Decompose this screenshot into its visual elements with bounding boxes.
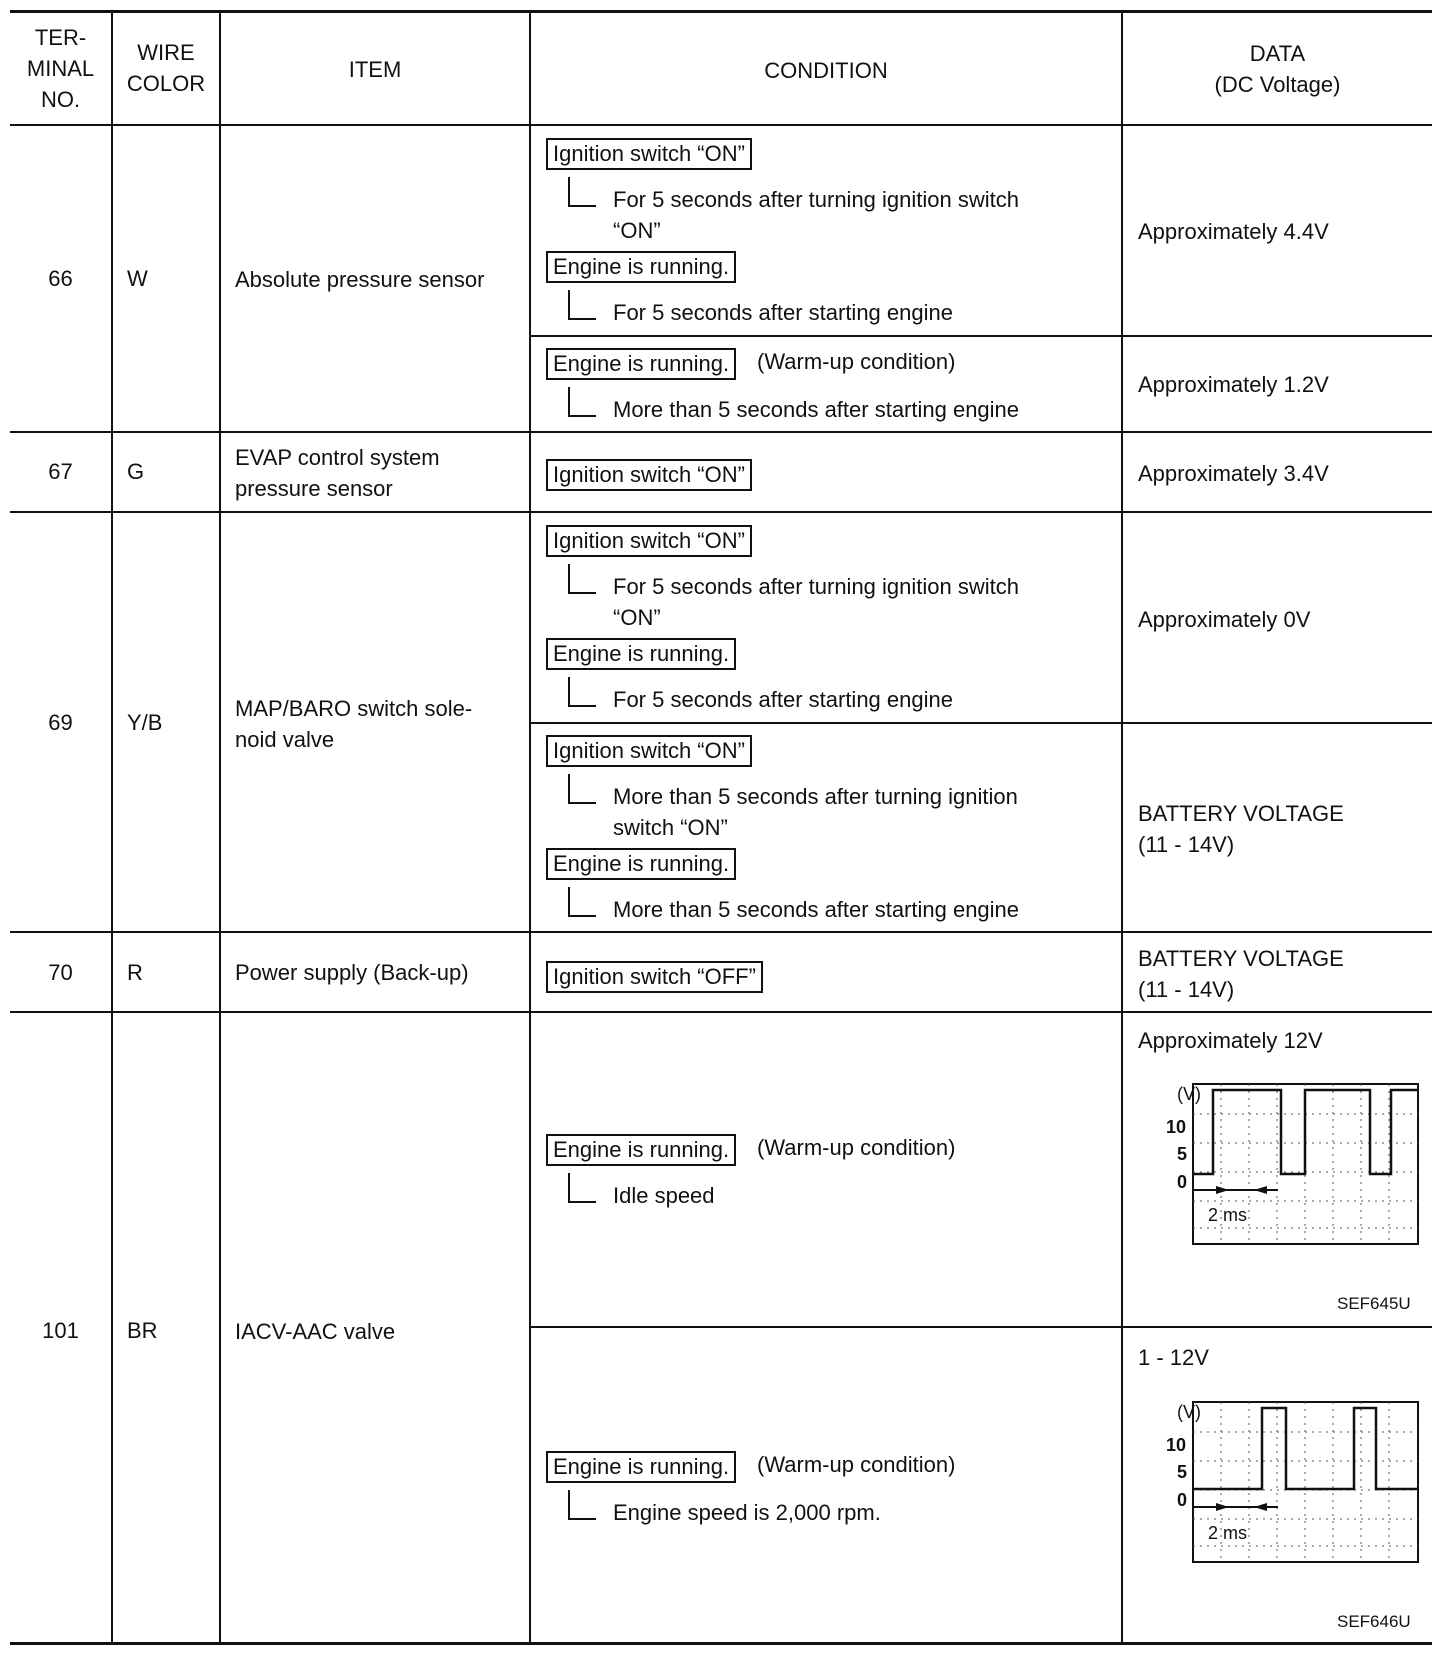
sub-condition-connector [568, 387, 596, 417]
item-66: Absolute pressure sensor [235, 267, 485, 292]
data-value: 1 - 12V [1138, 1345, 1209, 1370]
figure-code: SEF645U [1337, 1294, 1411, 1313]
header-terminal: TER- MINAL NO. [26, 25, 95, 112]
y-axis-unit: (V) [1177, 1084, 1201, 1104]
wire-color-67: G [127, 459, 145, 484]
sub-condition: switch “ON” [613, 815, 728, 840]
sub-condition-connector [568, 887, 596, 917]
data-value: Approximately 3.4V [1138, 461, 1329, 486]
warm-up-note: (Warm-up condition) [757, 1452, 956, 1477]
y-tick-0: 0 [1177, 1172, 1188, 1192]
warm-up-note: (Warm-up condition) [757, 349, 956, 374]
y-tick-5: 5 [1177, 1144, 1188, 1164]
header-item: ITEM [348, 57, 402, 82]
y-tick-0: 0 [1177, 1490, 1188, 1510]
terminal-66: 66 [48, 266, 73, 291]
y-tick-10: 10 [1166, 1435, 1187, 1455]
data-value: Approximately 12V [1138, 1028, 1323, 1053]
waveform-2000rpm [1150, 1388, 1430, 1588]
sub-condition-connector [568, 1173, 596, 1203]
item-69: MAP/BARO switch sole- noid valve [235, 696, 473, 752]
sub-condition: For 5 seconds after starting engine [613, 687, 953, 712]
data-value: Approximately 0V [1138, 607, 1311, 632]
item-101: IACV-AAC valve [235, 1319, 396, 1344]
condition-box-engine-running: Engine is running. [546, 348, 736, 380]
sub-condition: Engine speed is 2,000 rpm. [613, 1500, 881, 1525]
sub-condition: More than 5 seconds after turning ignition [613, 784, 1018, 809]
condition-box-ignition-on: Ignition switch “ON” [546, 459, 752, 491]
terminal-69: 69 [48, 710, 73, 735]
sub-condition: More than 5 seconds after starting engine [613, 897, 1020, 922]
sub-condition-connector [568, 564, 596, 594]
sub-condition: For 5 seconds after starting engine [613, 300, 953, 325]
sub-condition: For 5 seconds after turning ignition switch [613, 574, 1019, 599]
terminal-67: 67 [48, 459, 73, 484]
condition-box-engine-running: Engine is running. [546, 251, 736, 283]
data-value: BATTERY VOLTAGE (11 - 14V) [1138, 801, 1344, 857]
sub-condition-connector [568, 677, 596, 707]
wire-color-66: W [127, 266, 148, 291]
header-data: DATA (DC Voltage) [1214, 41, 1341, 97]
condition-box-engine-running: Engine is running. [546, 638, 736, 670]
wire-color-101: BR [127, 1318, 158, 1343]
data-value: Approximately 4.4V [1138, 219, 1329, 244]
sub-condition-connector [568, 774, 596, 804]
sub-condition: “ON” [613, 605, 661, 630]
y-axis-unit: (V) [1177, 1402, 1201, 1422]
condition-box-ignition-off: Ignition switch “OFF” [546, 961, 763, 993]
warm-up-note: (Warm-up condition) [757, 1135, 956, 1160]
sub-condition-connector [568, 290, 596, 320]
condition-box-engine-running: Engine is running. [546, 1134, 736, 1166]
wire-color-69: Y/B [127, 710, 163, 735]
item-70: Power supply (Back-up) [235, 960, 469, 985]
condition-box-ignition-on: Ignition switch “ON” [546, 735, 752, 767]
condition-box-ignition-on: Ignition switch “ON” [546, 525, 752, 557]
sub-condition-connector [568, 1490, 596, 1520]
terminal-101: 101 [42, 1318, 79, 1343]
data-value: Approximately 1.2V [1138, 372, 1329, 397]
data-value: BATTERY VOLTAGE (11 - 14V) [1138, 946, 1344, 1002]
item-67: EVAP control system pressure sensor [235, 445, 440, 501]
time-scale-label: 2 ms [1208, 1205, 1248, 1225]
sub-condition: More than 5 seconds after starting engine [613, 397, 1020, 422]
sub-condition-connector [568, 177, 596, 207]
figure-code: SEF646U [1337, 1612, 1411, 1631]
header-condition: CONDITION [764, 58, 888, 83]
terminal-70: 70 [48, 960, 73, 985]
wire-color-70: R [127, 960, 143, 985]
header-wire-color: WIRE COLOR [126, 40, 206, 96]
sub-condition: For 5 seconds after turning ignition switch [613, 187, 1019, 212]
time-scale-label: 2 ms [1208, 1523, 1248, 1543]
y-tick-10: 10 [1166, 1117, 1187, 1137]
sub-condition: Idle speed [613, 1183, 715, 1208]
condition-box-engine-running: Engine is running. [546, 1451, 736, 1483]
condition-box-engine-running: Engine is running. [546, 848, 736, 880]
waveform-idle [1150, 1070, 1430, 1270]
y-tick-5: 5 [1177, 1462, 1188, 1482]
condition-box-ignition-on: Ignition switch “ON” [546, 138, 752, 170]
sub-condition: “ON” [613, 218, 661, 243]
